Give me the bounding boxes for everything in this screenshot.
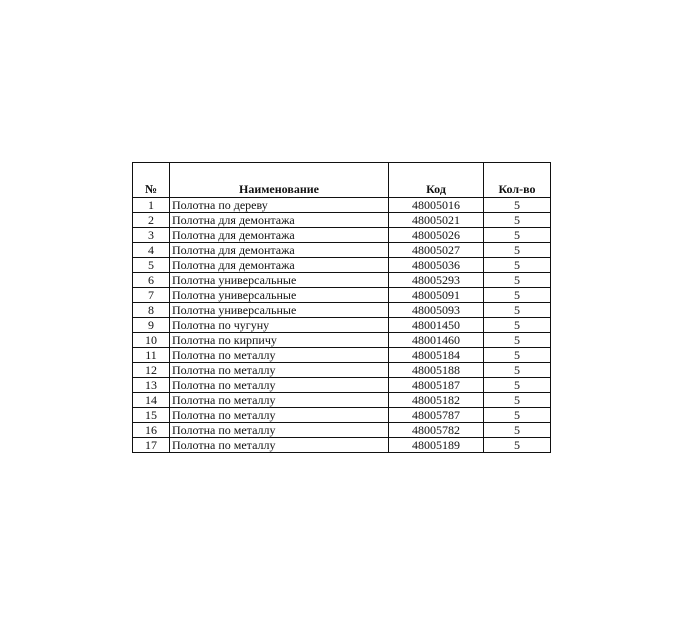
table-row <box>133 243 551 258</box>
table-row <box>133 273 551 288</box>
cell-name: Полотна универсальные <box>170 288 389 303</box>
cell-number: 16 <box>133 423 170 438</box>
cell-code: 48001460 <box>389 333 484 348</box>
cell-number: 8 <box>133 303 170 318</box>
cell-number: 9 <box>133 318 170 333</box>
cell-name: Полотна по металлу <box>170 363 389 378</box>
cell-number: 4 <box>133 243 170 258</box>
cell-quantity: 5 <box>484 408 551 423</box>
table-row <box>133 213 551 228</box>
table-row <box>133 318 551 333</box>
header-number: № <box>133 163 170 198</box>
cell-name: Полотна для демонтажа <box>170 213 389 228</box>
cell-quantity: 5 <box>484 438 551 453</box>
cell-code: 48005188 <box>389 363 484 378</box>
header-name: Наименование <box>170 163 389 198</box>
cell-quantity: 5 <box>484 288 551 303</box>
table-row <box>133 258 551 273</box>
table-row <box>133 228 551 243</box>
cell-name: Полотна по дереву <box>170 198 389 213</box>
table-row <box>133 408 551 423</box>
header-quantity: Кол-во <box>484 163 551 198</box>
header-row <box>133 163 551 198</box>
cell-code: 48005036 <box>389 258 484 273</box>
cell-name: Полотна для демонтажа <box>170 243 389 258</box>
cell-quantity: 5 <box>484 243 551 258</box>
cell-name: Полотна для демонтажа <box>170 228 389 243</box>
cell-number: 1 <box>133 198 170 213</box>
table-row <box>133 348 551 363</box>
cell-name: Полотна по металлу <box>170 378 389 393</box>
cell-name: Полотна по металлу <box>170 348 389 363</box>
table-row <box>133 393 551 408</box>
cell-quantity: 5 <box>484 423 551 438</box>
cell-code: 48005782 <box>389 423 484 438</box>
cell-quantity: 5 <box>484 198 551 213</box>
cell-name: Полотна универсальные <box>170 303 389 318</box>
table-row <box>133 438 551 453</box>
cell-quantity: 5 <box>484 333 551 348</box>
cell-number: 17 <box>133 438 170 453</box>
cell-code: 48005187 <box>389 378 484 393</box>
cell-quantity: 5 <box>484 258 551 273</box>
cell-code: 48005184 <box>389 348 484 363</box>
table-row <box>133 303 551 318</box>
items-table <box>132 162 551 453</box>
table-row <box>133 363 551 378</box>
cell-quantity: 5 <box>484 393 551 408</box>
cell-code: 48005016 <box>389 198 484 213</box>
cell-code: 48005189 <box>389 438 484 453</box>
cell-quantity: 5 <box>484 378 551 393</box>
header-code: Код <box>389 163 484 198</box>
cell-name: Полотна для демонтажа <box>170 258 389 273</box>
cell-code: 48005021 <box>389 213 484 228</box>
table-row <box>133 333 551 348</box>
cell-code: 48005182 <box>389 393 484 408</box>
cell-code: 48005093 <box>389 303 484 318</box>
cell-number: 2 <box>133 213 170 228</box>
table-row <box>133 378 551 393</box>
table-header <box>133 163 551 198</box>
cell-quantity: 5 <box>484 303 551 318</box>
cell-code: 48005027 <box>389 243 484 258</box>
cell-number: 11 <box>133 348 170 363</box>
cell-number: 3 <box>133 228 170 243</box>
cell-name: Полотна универсальные <box>170 273 389 288</box>
cell-quantity: 5 <box>484 363 551 378</box>
cell-quantity: 5 <box>484 318 551 333</box>
cell-code: 48005026 <box>389 228 484 243</box>
cell-name: Полотна по чугуну <box>170 318 389 333</box>
cell-number: 10 <box>133 333 170 348</box>
cell-quantity: 5 <box>484 273 551 288</box>
cell-quantity: 5 <box>484 348 551 363</box>
cell-code: 48005091 <box>389 288 484 303</box>
cell-name: Полотна по металлу <box>170 423 389 438</box>
cell-quantity: 5 <box>484 228 551 243</box>
cell-number: 13 <box>133 378 170 393</box>
table-row <box>133 288 551 303</box>
cell-number: 6 <box>133 273 170 288</box>
table-body <box>133 198 551 453</box>
cell-number: 5 <box>133 258 170 273</box>
table-row <box>133 423 551 438</box>
cell-name: Полотна по металлу <box>170 393 389 408</box>
cell-number: 7 <box>133 288 170 303</box>
cell-number: 15 <box>133 408 170 423</box>
table-row <box>133 198 551 213</box>
cell-name: Полотна по кирпичу <box>170 333 389 348</box>
cell-code: 48005787 <box>389 408 484 423</box>
cell-number: 14 <box>133 393 170 408</box>
cell-number: 12 <box>133 363 170 378</box>
cell-quantity: 5 <box>484 213 551 228</box>
cell-code: 48001450 <box>389 318 484 333</box>
cell-name: Полотна по металлу <box>170 408 389 423</box>
cell-code: 48005293 <box>389 273 484 288</box>
cell-name: Полотна по металлу <box>170 438 389 453</box>
